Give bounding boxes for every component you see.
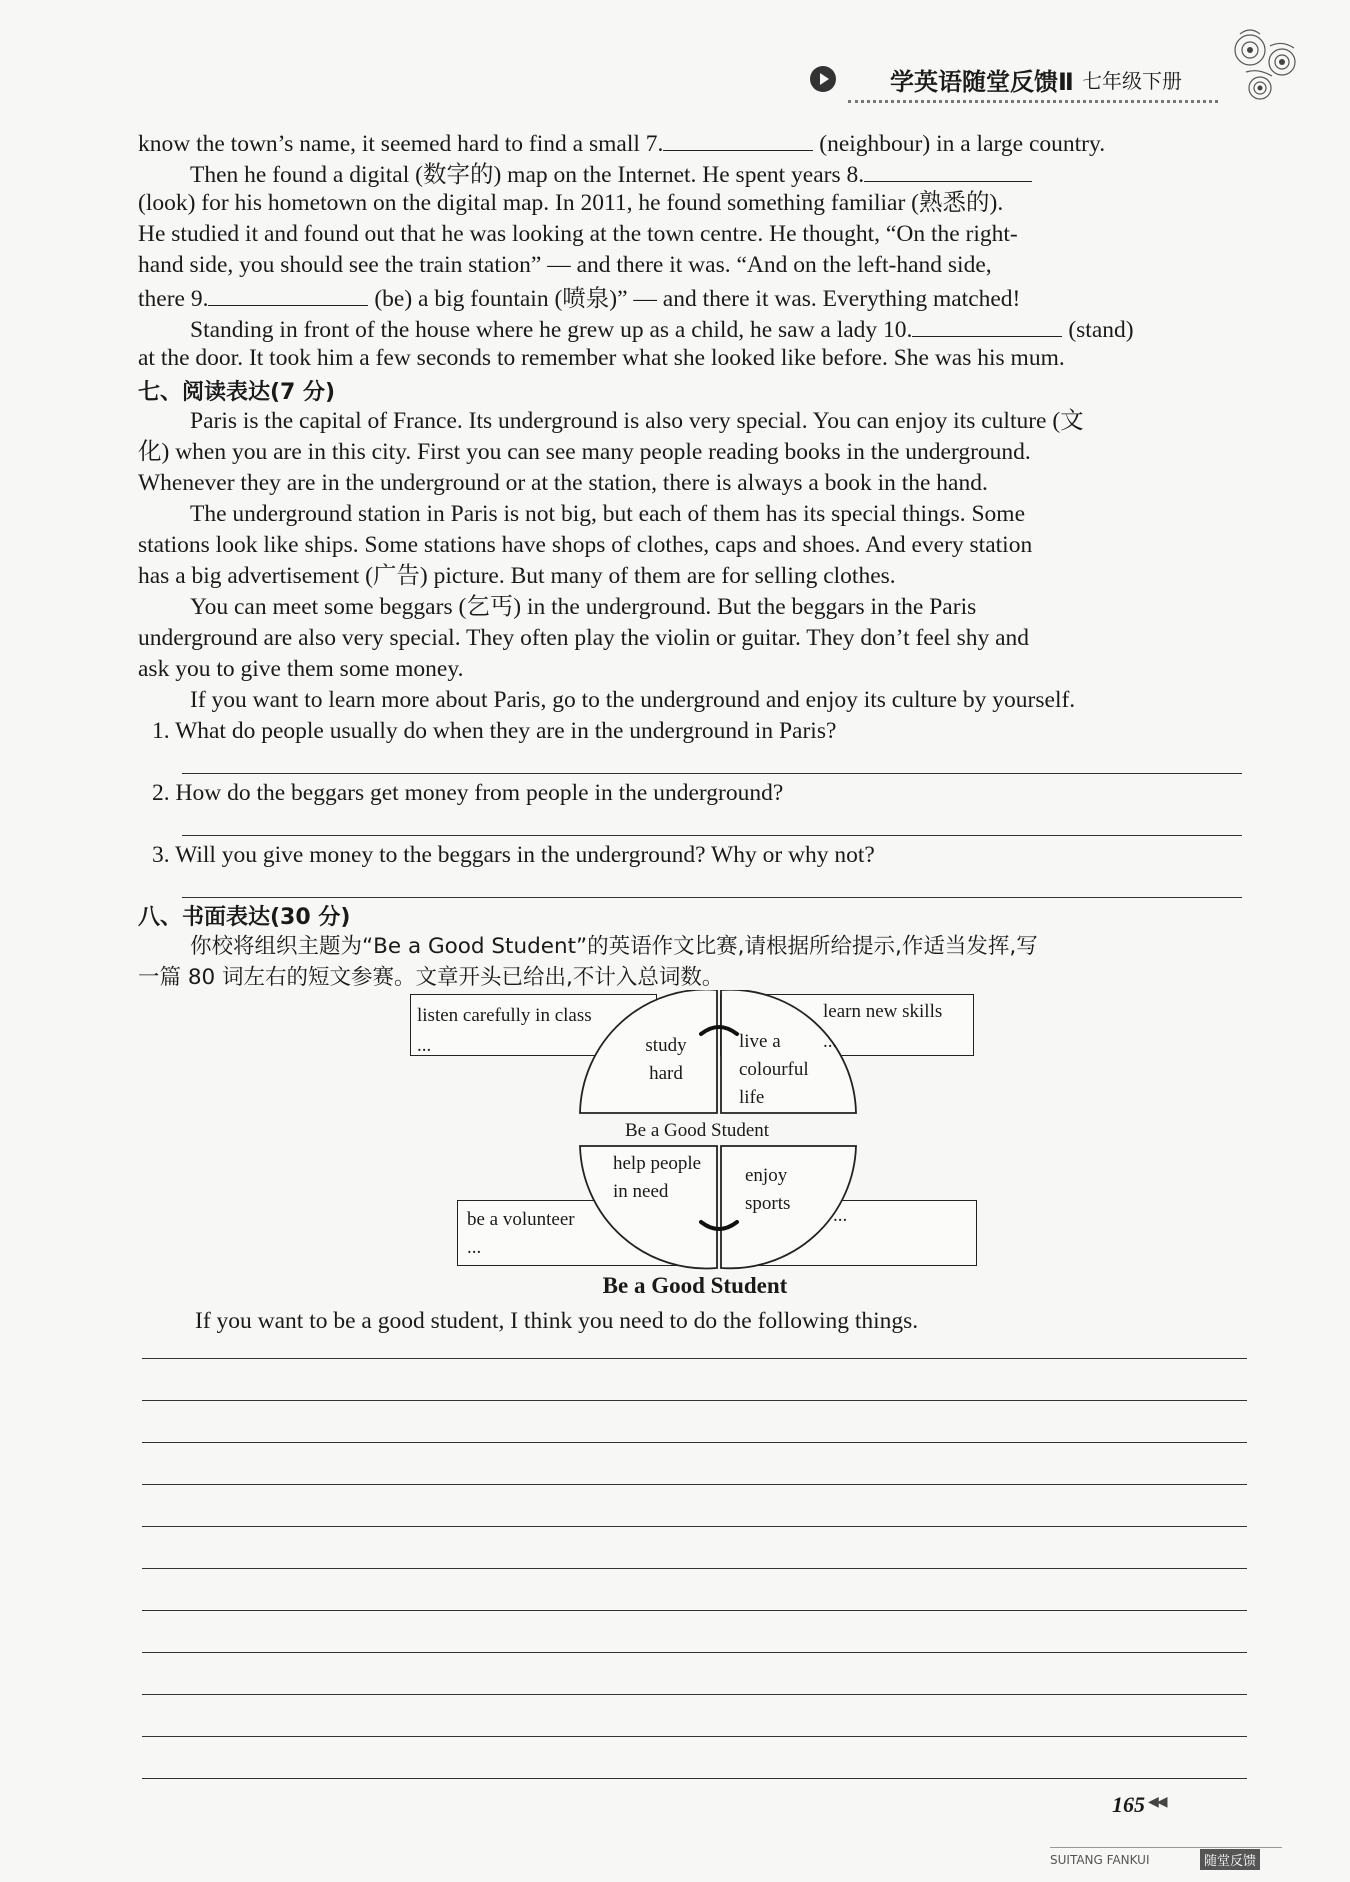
page-number: 165 <box>1112 1792 1145 1817</box>
writing-line[interactable] <box>142 1358 1247 1359</box>
passage-text: there 9. <box>138 286 209 312</box>
footer-brand-badge: 随堂反馈 <box>1200 1849 1260 1870</box>
reading-line: has a big advertisement (广告) picture. But many of them are for selling clothes. <box>138 563 896 589</box>
reading-line: stations look like ships. Some stations have shops of clothes, caps and shoes. And every station <box>138 532 1033 558</box>
mind-map-text: ... <box>833 1205 848 1226</box>
reading-line: underground are also very special. They often play the violin or guitar. They don’t feel shy and <box>138 625 1030 651</box>
answer-blank-9[interactable] <box>208 281 368 306</box>
flower-decoration-icon <box>1220 22 1310 112</box>
reading-line: ask you to give them some money. <box>138 656 464 682</box>
passage-line: at the door. It took him a few seconds to remember what she looked like before. She was his mum. <box>138 345 1065 371</box>
answer-blank-10[interactable] <box>912 312 1062 337</box>
header-divider <box>848 100 1218 103</box>
reading-line: Whenever they are in the underground or at the station, there is always a book in the hand. <box>138 470 988 496</box>
play-icon <box>810 66 836 92</box>
answer-line-1[interactable] <box>182 773 1242 774</box>
passage-text: know the town’s name, it seemed hard to find a small 7. <box>138 131 664 157</box>
writing-line[interactable] <box>142 1652 1247 1653</box>
passage-line <box>138 312 1248 346</box>
footer-brand: SUITANG FANKUI <box>1050 1853 1150 1867</box>
arrow-icon: ◀◀ <box>1148 1795 1166 1810</box>
mind-map-diagram <box>405 990 975 1310</box>
writing-line[interactable] <box>142 1736 1247 1737</box>
passage-line: He studied it and found out that he was looking at the town centre. He thought, “On the right- <box>138 221 1018 247</box>
answer-line-2[interactable] <box>182 835 1242 836</box>
passage-text: (stand) <box>1068 317 1134 343</box>
page-header <box>810 58 1230 108</box>
grade-label: 七年级下册 <box>1082 69 1182 93</box>
passage-line <box>138 126 1248 160</box>
section-heading-writing: 八、书面表达(30 分) <box>138 905 351 930</box>
question-3: 3. Will you give money to the beggars in the underground? Why or why not? <box>152 842 875 868</box>
mind-map-text: listen carefully in class <box>417 1005 592 1026</box>
footer-divider <box>1050 1847 1282 1848</box>
passage-line <box>138 157 1248 191</box>
mind-map-text: ... <box>417 1035 432 1056</box>
writing-line[interactable] <box>142 1442 1247 1443</box>
writing-line[interactable] <box>142 1778 1247 1779</box>
writing-opening: If you want to be a good student, I think you need to do the following things. <box>195 1308 919 1334</box>
book-title: 学英语随堂反馈Ⅱ <box>890 68 1074 96</box>
writing-instruction: 一篇 80 词左右的短文参赛。文章开头已给出,不计入总词数。 <box>138 965 724 990</box>
answer-blank-7[interactable] <box>663 126 813 151</box>
passage-line <box>138 281 1248 315</box>
writing-line[interactable] <box>142 1484 1247 1485</box>
reading-line: If you want to learn more about Paris, go to the underground and enjoy its culture by yourself. <box>190 687 1076 713</box>
passage-text: (be) a big fountain (喷泉)” — and there it was. Everything matched! <box>374 286 1021 312</box>
answer-blank-8[interactable] <box>864 157 1032 182</box>
passage-text: Then he found a digital (数字的) map on the Internet. He spent years 8. <box>190 162 865 188</box>
passage-line: (look) for his hometown on the digital map. In 2011, he found something familiar (熟悉的). <box>138 190 1004 216</box>
writing-instruction: 你校将组织主题为“Be a Good Student”的英语作文比赛,请根据所给提示,作适当发挥,写 <box>190 934 1038 959</box>
passage-text: (neighbour) in a large country. <box>819 131 1106 157</box>
mind-map-text: learn new skills <box>823 1001 943 1022</box>
mind-map-text: enjoy sports <box>745 1165 791 1214</box>
writing-line[interactable] <box>142 1526 1247 1527</box>
reading-line: The underground station in Paris is not big, but each of them has its special things. Some <box>190 501 1026 527</box>
mind-map-text: ... <box>823 1031 838 1052</box>
mind-map-text: be a volunteer <box>467 1209 575 1230</box>
mind-map-text: study hard <box>645 1035 687 1084</box>
mind-map-text: help people in need <box>613 1153 702 1202</box>
mind-map-text: ... <box>467 1237 482 1258</box>
writing-line[interactable] <box>142 1610 1247 1611</box>
reading-line: You can meet some beggars (乞丐) in the underground. But the beggars in the Paris <box>190 594 977 620</box>
reading-line: Paris is the capital of France. Its underground is also very special. You can enjoy its culture (文 <box>190 408 1084 434</box>
diagram-caption: Be a Good Student <box>602 1273 788 1298</box>
writing-line[interactable] <box>142 1400 1247 1401</box>
mind-map-text: live a colourful life <box>739 1031 809 1108</box>
writing-line[interactable] <box>142 1568 1247 1569</box>
passage-line: hand side, you should see the train station” — and there it was. “And on the left-hand side, <box>138 252 992 278</box>
question-1: 1. What do people usually do when they are in the underground in Paris? <box>152 718 837 744</box>
mind-map-center-label: Be a Good Student <box>625 1120 770 1141</box>
writing-line[interactable] <box>142 1694 1247 1695</box>
reading-line: 化) when you are in this city. First you can see many people reading books in the underground. <box>138 439 1031 465</box>
section-heading-reading: 七、阅读表达(7 分) <box>138 380 336 405</box>
answer-line-3[interactable] <box>182 897 1242 898</box>
passage-text: Standing in front of the house where he grew up as a child, he saw a lady 10. <box>190 317 913 343</box>
question-2: 2. How do the beggars get money from people in the underground? <box>152 780 784 806</box>
